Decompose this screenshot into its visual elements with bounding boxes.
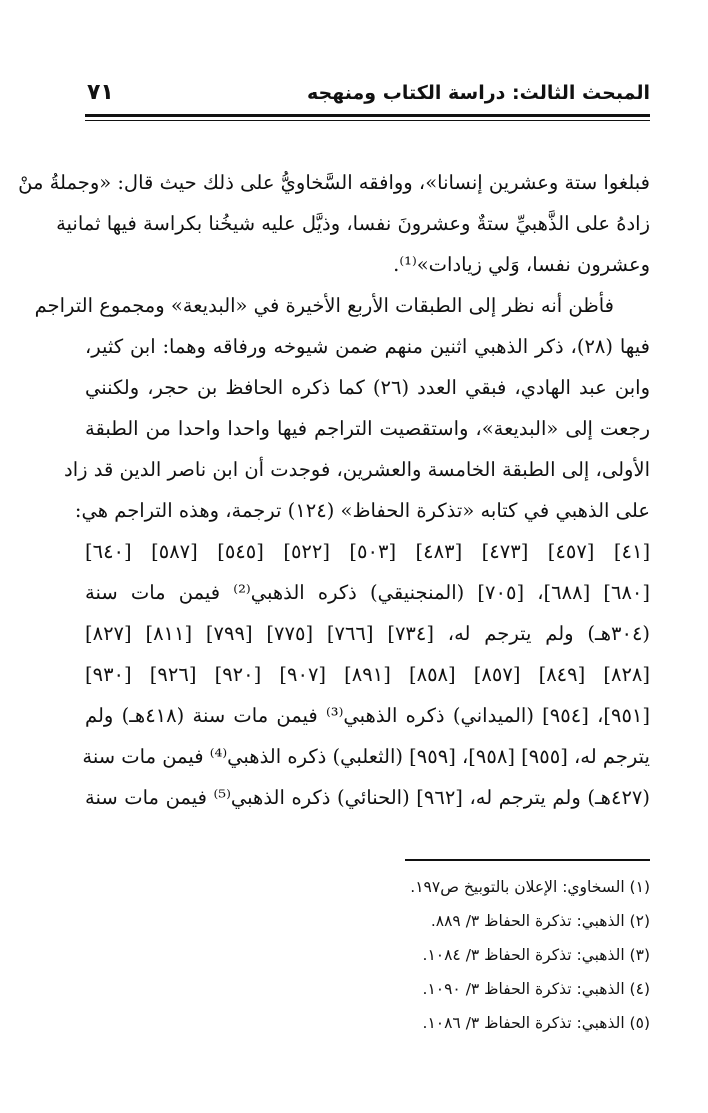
- body-line: [٤١] [٤٥٧] [٤٧٣] [٤٨٣] [٥٠٣] [٥٢٢] [٥٤٥] [٥٨٧] [٦٤٠]: [85, 540, 651, 563]
- footnotes: [85, 870, 650, 1040]
- body-line: (٤٢٧هـ) ولم يترجم له، [٩٦٢] (الحنائي) ذكره الذهبي⁽⁵⁾ فيمن مات سنة: [85, 786, 650, 809]
- footnote: (٢) الذهبي: تذكرة الحفاظ ٣/ ٨٨٩.: [430, 912, 650, 930]
- body-line: زادهُ على الذَّهبيِّ ستةٌ وعشرونَ نفسا، وذيَّل عليه شيخُنا بكراسة فيها ثمانية: [56, 212, 650, 235]
- body-line: رجعت إلى «البديعة»، واستقصيت التراجم فيها واحدا واحدا من الطبقة: [85, 417, 650, 440]
- body-text: [18, 162, 651, 818]
- page-number: ٧١: [87, 80, 114, 105]
- body-line: وابن عبد الهادي، فبقي العدد (٢٦) كما ذكره الحافظ بن حجر، ولكنني: [85, 376, 650, 399]
- body-line: فأظن أنه نظر إلى الطبقات الأربع الأخيرة في «البديعة» ومجموع التراجم: [34, 294, 614, 317]
- footnote: (١) السخاوي: الإعلان بالتوبيخ ص١٩٧.: [410, 878, 650, 896]
- footnote-separator: [405, 859, 650, 861]
- page-header: [85, 78, 650, 112]
- footnote: (٤) الذهبي: تذكرة الحفاظ ٣/ ١٠٩٠.: [422, 980, 650, 998]
- body-line: فبلغوا ستة وعشرين إنسانا»، ووافقه السَّخاويُّ على ذلك حيث قال: «وجملةُ منْ: [18, 171, 650, 194]
- body-line: الأولى، إلى الطبقة الخامسة والعشرين، فوجدت أن ابن ناصر الدين قد زاد: [64, 458, 650, 481]
- header-rule-thin: [85, 120, 650, 121]
- footnote: (٥) الذهبي: تذكرة الحفاظ ٣/ ١٠٨٦.: [422, 1014, 650, 1032]
- body-line: يترجم له، [٩٥٥] [٩٥٨]، [٩٥٩] (الثعلبي) ذكره الذهبي⁽⁴⁾ فيمن مات سنة: [82, 745, 650, 768]
- body-line: على الذهبي في كتابه «تذكرة الحفاظ» (١٢٤) ترجمة، وهذه التراجم هي:: [74, 499, 650, 522]
- body-line: فيها (٢٨)، ذكر الذهبي اثنين منهم ضمن شيوخه ورفاقه وهما: ابن كثير،: [85, 335, 650, 358]
- header-rule-thick: [85, 114, 650, 117]
- body-line: [٨٢٨] [٨٤٩] [٨٥٧] [٨٥٨] [٨٩١] [٩٠٧] [٩٢٠] [٩٢٦] [٩٣٠]: [85, 663, 651, 686]
- body-line: (٣٠٤هـ) ولم يترجم له، [٧٣٤] [٧٦٦] [٧٧٥] [٧٩٩] [٨١١] [٨٢٧]: [85, 622, 651, 645]
- body-line: وعشرون نفسا، وَلي زيادات»⁽¹⁾.: [393, 253, 650, 276]
- footnote: (٣) الذهبي: تذكرة الحفاظ ٣/ ١٠٨٤.: [422, 946, 650, 964]
- body-line: [٩٥١]، [٩٥٤] (الميداني) ذكره الذهبي⁽³⁾ فيمن مات سنة (٤١٨هـ) ولم: [85, 704, 651, 727]
- body-line: [٦٨٠] [٦٨٨]، [٧٠٥] (المنجنيقي) ذكره الذهبي⁽²⁾ فيمن مات سنة: [85, 581, 650, 604]
- running-title: المبحث الثالث: دراسة الكتاب ومنهجه: [307, 82, 650, 104]
